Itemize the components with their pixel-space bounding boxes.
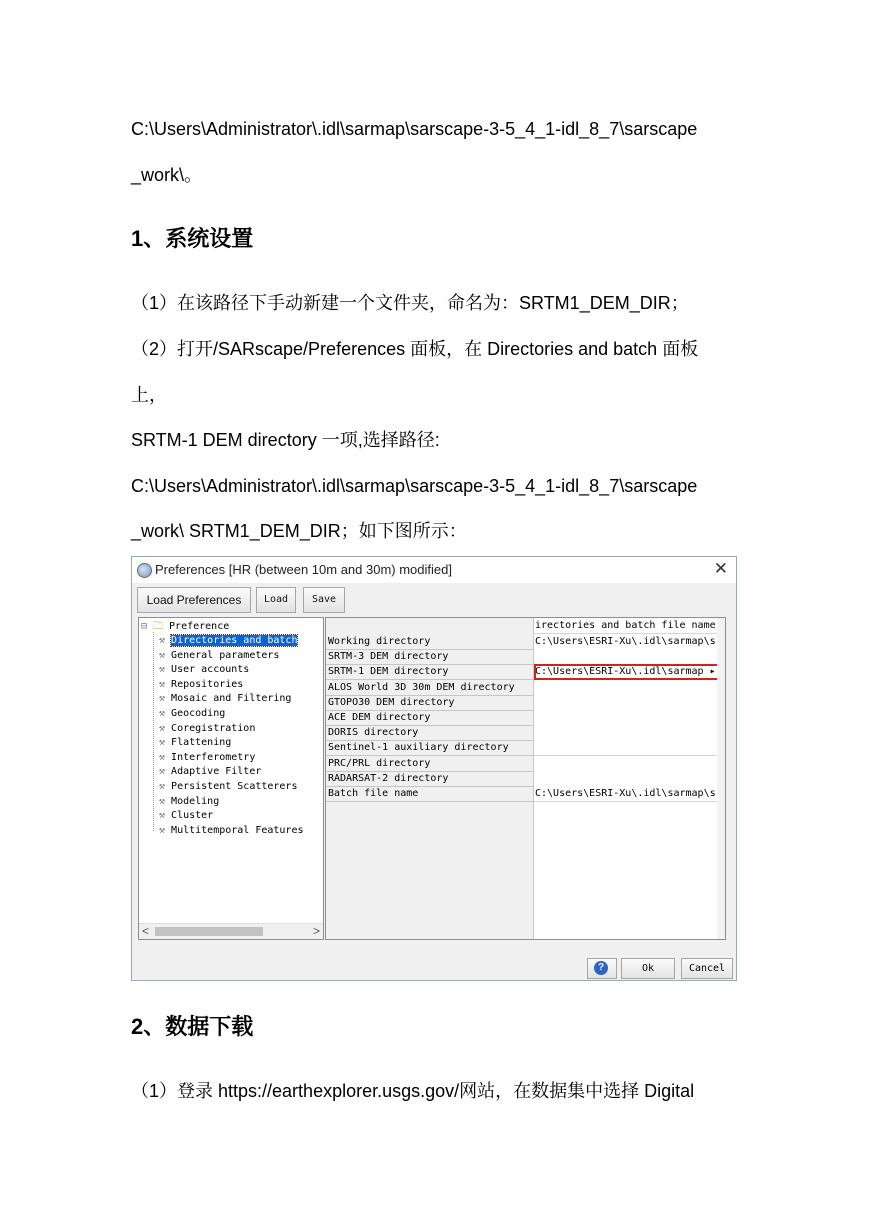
row-value-field[interactable]	[534, 771, 724, 787]
row-value-field[interactable]	[534, 725, 724, 741]
row-label: RADARSAT-2 directory	[326, 771, 533, 787]
wrench-icon: ⚒	[159, 708, 172, 719]
scroll-right-icon[interactable]: >	[312, 924, 320, 938]
scroll-left-icon[interactable]: <	[142, 924, 150, 938]
tree-item-label: Multitemporal Features	[171, 824, 304, 836]
row-label: Sentinel-1 auxiliary directory	[326, 740, 533, 756]
save-button[interactable]: Save	[303, 587, 345, 613]
step-2-text: （2）打开/SARscape/Preferences 面板，在 Directories and batch 面板	[131, 339, 699, 359]
row-label: GTOPO30 DEM directory	[326, 695, 533, 711]
tree-item-label: Directories and batch	[171, 635, 298, 646]
srtm-item-text: SRTM-1 DEM directory 一项,选择路径:	[131, 430, 440, 450]
wrench-icon: ⚒	[159, 649, 172, 661]
row-label: ACE DEM directory	[326, 710, 533, 726]
row-label: Batch file name	[326, 786, 533, 802]
tree-item-label: Repositories	[171, 678, 244, 690]
tree-root[interactable]	[141, 620, 229, 633]
wrench-icon: ⚒	[159, 795, 172, 807]
tree-item-label: Geocoding	[171, 708, 226, 719]
load-preferences-button[interactable]: Load Preferences	[137, 587, 251, 613]
row-label: ALOS World 3D 30m DEM directory	[326, 680, 533, 696]
row-label: DORIS directory	[326, 725, 533, 741]
heading-system-settings: 1、系统设置	[131, 226, 254, 251]
table-header: irectories and batch file name	[534, 618, 724, 634]
row-value-field[interactable]	[534, 740, 724, 756]
row-value-field[interactable]	[534, 710, 724, 726]
wrench-icon: ⚒	[159, 781, 172, 792]
help-button[interactable]	[587, 958, 617, 979]
window-title: Preferences [HR (between 10m and 30m) modified]	[155, 562, 452, 577]
app-icon	[137, 563, 152, 578]
path-line-2: _work\。	[131, 165, 203, 185]
tree-item-label: Interferometry	[171, 751, 256, 763]
tree-guide-line	[153, 632, 155, 831]
wrench-icon: ⚒	[159, 766, 172, 778]
tree-item-label: Cluster	[171, 810, 214, 822]
wrench-icon: ⚒	[159, 737, 172, 749]
wrench-icon: ⚒	[159, 722, 172, 734]
row-label: SRTM-1 DEM directory	[326, 664, 533, 680]
tree-item[interactable]	[159, 809, 213, 822]
scroll-thumb[interactable]	[155, 927, 263, 936]
row-value-field[interactable]	[534, 756, 724, 772]
tree-item[interactable]	[159, 736, 231, 749]
tree-item[interactable]	[159, 634, 297, 647]
path-line-1: C:\Users\Administrator\.idl\sarmap\sarscape-3-5_4_1-idl_8_7\sarscape	[131, 119, 698, 139]
wrench-icon: ⚒	[159, 693, 172, 705]
step-1-text: （1）在该路径下手动新建一个文件夹，命名为：SRTM1_DEM_DIR；	[131, 293, 689, 313]
folder-icon: 🗀	[153, 621, 163, 632]
row-value-field[interactable]	[534, 680, 724, 696]
help-icon: ?	[594, 961, 608, 975]
tree-item-label: General parameters	[171, 649, 280, 661]
wrench-icon: ⚒	[159, 635, 172, 646]
preference-tree[interactable]	[138, 617, 324, 940]
tree-item[interactable]	[159, 824, 304, 837]
tree-item[interactable]	[159, 765, 261, 778]
tree-horizontal-scrollbar[interactable]	[139, 923, 323, 939]
path-line-3: C:\Users\Administrator\.idl\sarmap\sarscape-3-5_4_1-idl_8_7\sarscape	[131, 476, 698, 496]
tree-root-label: Preference	[169, 621, 230, 632]
row-value-field[interactable]: C:\Users\ESRI-Xu\.idl\sarmap ▸	[534, 664, 724, 680]
row-value-field[interactable]: C:\Users\ESRI-Xu\.idl\sarmap\s	[534, 786, 724, 802]
wrench-icon: ⚒	[159, 810, 172, 822]
tree-item-label: Coregistration	[171, 722, 256, 734]
row-value-field[interactable]	[534, 695, 724, 711]
row-label: Working directory	[326, 634, 533, 650]
directories-table	[325, 617, 726, 940]
collapse-icon[interactable]: ⊟	[141, 621, 148, 632]
preferences-window	[131, 556, 737, 981]
tree-item[interactable]	[159, 707, 225, 720]
row-value-field[interactable]	[534, 649, 724, 665]
heading-data-download: 2、数据下载	[131, 1014, 254, 1039]
wrench-icon: ⚒	[159, 751, 172, 763]
tree-item[interactable]	[159, 649, 279, 662]
tree-item[interactable]	[159, 722, 255, 735]
tree-item[interactable]	[159, 663, 249, 676]
table-vertical-scrollbar[interactable]	[717, 618, 725, 939]
step-2-continued: 上，	[131, 385, 167, 405]
cancel-button[interactable]: Cancel	[681, 958, 733, 979]
tree-item[interactable]	[159, 780, 297, 793]
ok-button[interactable]: Ok	[621, 958, 675, 979]
tree-item[interactable]	[159, 692, 291, 705]
row-value-field[interactable]: C:\Users\ESRI-Xu\.idl\sarmap\s	[534, 634, 724, 650]
wrench-icon: ⚒	[159, 664, 172, 676]
tree-item-label: Persistent Scatterers	[171, 781, 298, 792]
wrench-icon: ⚒	[159, 824, 172, 836]
wrench-icon: ⚒	[159, 678, 172, 690]
tree-item-label: User accounts	[171, 664, 250, 676]
tree-item[interactable]	[159, 751, 255, 764]
row-label: SRTM-3 DEM directory	[326, 649, 533, 665]
tree-item-label: Modeling	[171, 795, 220, 807]
load-button[interactable]: Load	[256, 587, 296, 613]
window-titlebar	[132, 557, 736, 583]
path-line-4: _work\ SRTM1_DEM_DIR；如下图所示：	[131, 521, 467, 541]
step-3-text: （1）登录 https://earthexplorer.usgs.gov/网站，在数据集中选择 Digital	[131, 1081, 695, 1101]
tree-item[interactable]	[159, 678, 243, 691]
tree-item-label: Mosaic and Filtering	[171, 693, 292, 705]
row-label: PRC/PRL directory	[326, 756, 533, 772]
close-icon[interactable]: ✕	[713, 559, 728, 578]
tree-item[interactable]	[159, 795, 219, 808]
tree-item-label: Flattening	[171, 737, 232, 749]
tree-item-label: Adaptive Filter	[171, 766, 262, 778]
